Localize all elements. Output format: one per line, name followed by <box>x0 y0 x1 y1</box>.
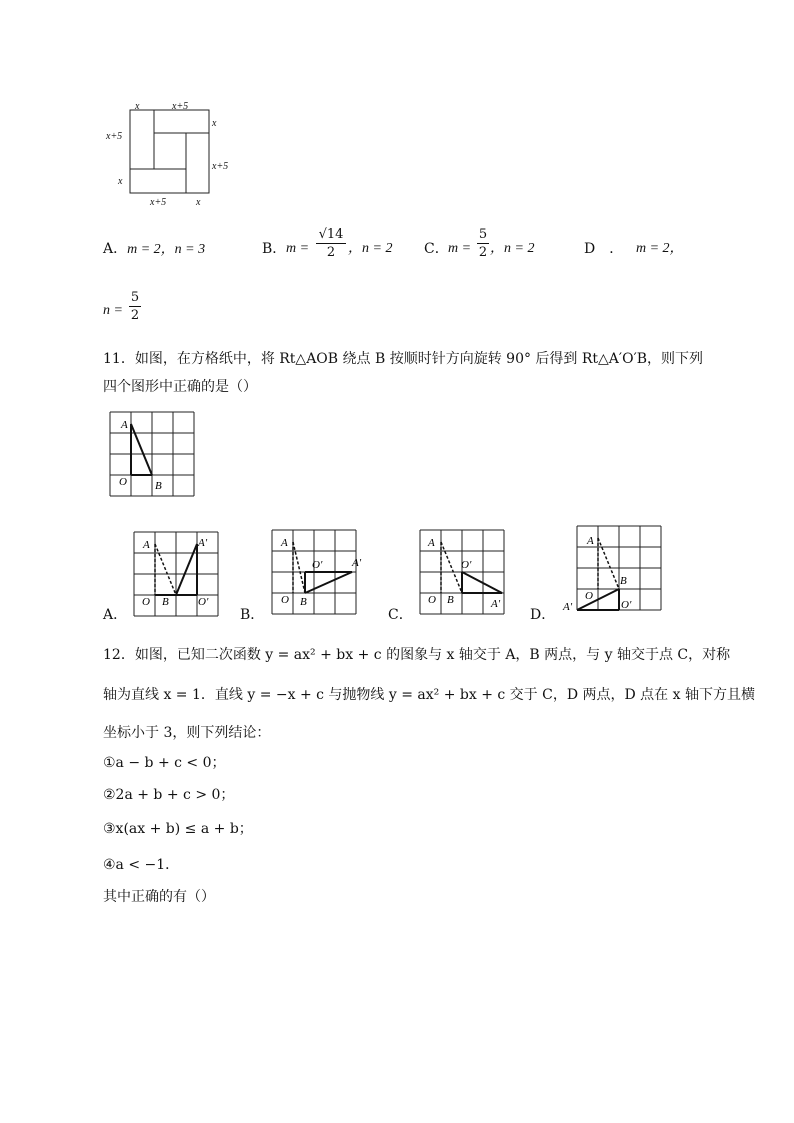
q10-option-b-n: ，n = 2 <box>348 241 393 256</box>
svg-text:A′: A′ <box>563 601 573 613</box>
point-b-label: B <box>155 480 162 492</box>
point-a-label: A <box>121 419 128 431</box>
label-right-x5: x+5 <box>212 161 229 172</box>
q10-option-b-fraction: √14 2 <box>316 228 346 259</box>
q12-conclusion-1: ①a − b + c < 0； <box>103 755 226 771</box>
q10-option-c-n: ，n = 2 <box>490 241 535 256</box>
q10-option-d-fraction: 5 2 <box>130 290 140 323</box>
q12-question: 其中正确的有（） <box>103 889 215 905</box>
svg-text:A: A <box>143 539 150 551</box>
square-puzzle-figure <box>100 98 240 210</box>
q12-line3: 坐标小于 3，则下列结论： <box>103 725 271 741</box>
svg-text:O′: O′ <box>621 599 632 611</box>
label-left-x: x <box>118 176 123 187</box>
q11-option-b-figure <box>270 528 360 616</box>
q11-option-a-figure <box>132 530 222 618</box>
label-left-x5: x+5 <box>106 131 123 142</box>
label-bottom-x5: x+5 <box>150 197 167 208</box>
svg-text:A: A <box>587 535 594 547</box>
q11-option-d-label[interactable]: D． <box>530 607 556 623</box>
q10-option-b-m: m = <box>286 241 310 256</box>
svg-text:O′: O′ <box>461 559 472 571</box>
q10-option-c-fraction: 5 2 <box>478 227 488 260</box>
q11-option-d-figure <box>563 524 665 613</box>
label-top-x5: x+5 <box>172 101 189 112</box>
svg-text:A′: A′ <box>491 598 501 610</box>
svg-text:O: O <box>428 594 436 606</box>
svg-text:O′: O′ <box>198 596 209 608</box>
svg-text:O′: O′ <box>312 559 323 571</box>
svg-text:B: B <box>620 575 627 587</box>
q10-option-c-label: C． <box>424 241 449 257</box>
svg-text:A′: A′ <box>198 537 208 549</box>
point-o-label: O <box>119 476 127 488</box>
q11-option-c-figure <box>418 528 508 616</box>
svg-text:A: A <box>428 537 435 549</box>
q11-line1: 11．如图，在方格纸中，将 Rt△AOB 绕点 B 按顺时针方向旋转 90° 后得到 Rt△A′O′B，则下列 <box>103 351 704 367</box>
label-right-x: x <box>212 118 217 129</box>
q12-line2: 轴为直线 x = 1．直线 y = −x + c 与抛物线 y = ax² + bx + c 交于 C，D 两点，D 点在 x 轴下方且横 <box>103 687 755 703</box>
svg-text:A′: A′ <box>352 557 362 569</box>
q10-option-a: A．m = 2，n = 3 <box>103 241 206 257</box>
q12-line1: 12．如图，已知二次函数 y = ax² + bx + c 的图象与 x 轴交于 A，B 两点，与 y 轴交于点 C，对称 <box>103 647 731 663</box>
q10-option-d-m: m = 2， <box>636 241 684 256</box>
q11-option-b-label[interactable]: B． <box>240 607 265 623</box>
q11-line2: 四个图形中正确的是（） <box>103 379 257 395</box>
q12-conclusion-3: ③x(ax + b) ≤ a + b； <box>103 821 253 837</box>
q11-option-c-label[interactable]: C． <box>388 607 413 623</box>
q10-option-b-label: B． <box>262 241 287 257</box>
q11-main-grid <box>108 410 198 498</box>
svg-text:B: B <box>447 594 454 606</box>
svg-text:B: B <box>300 596 307 608</box>
svg-text:O: O <box>142 596 150 608</box>
label-bottom-x: x <box>196 197 201 208</box>
svg-text:O: O <box>585 590 593 602</box>
label-top-x: x <box>135 101 140 112</box>
q12-conclusion-2: ②2a + b + c > 0； <box>103 787 235 803</box>
q11-option-a-label[interactable]: A． <box>103 607 128 623</box>
q10-option-d-n: n = <box>103 303 123 318</box>
q10-option-d-label: D ． <box>584 241 624 257</box>
svg-text:O: O <box>281 594 289 606</box>
q10-option-c-m: m = <box>448 241 472 256</box>
svg-text:B: B <box>162 596 169 608</box>
q12-conclusion-4: ④a < −1． <box>103 857 180 873</box>
svg-text:A: A <box>281 537 288 549</box>
